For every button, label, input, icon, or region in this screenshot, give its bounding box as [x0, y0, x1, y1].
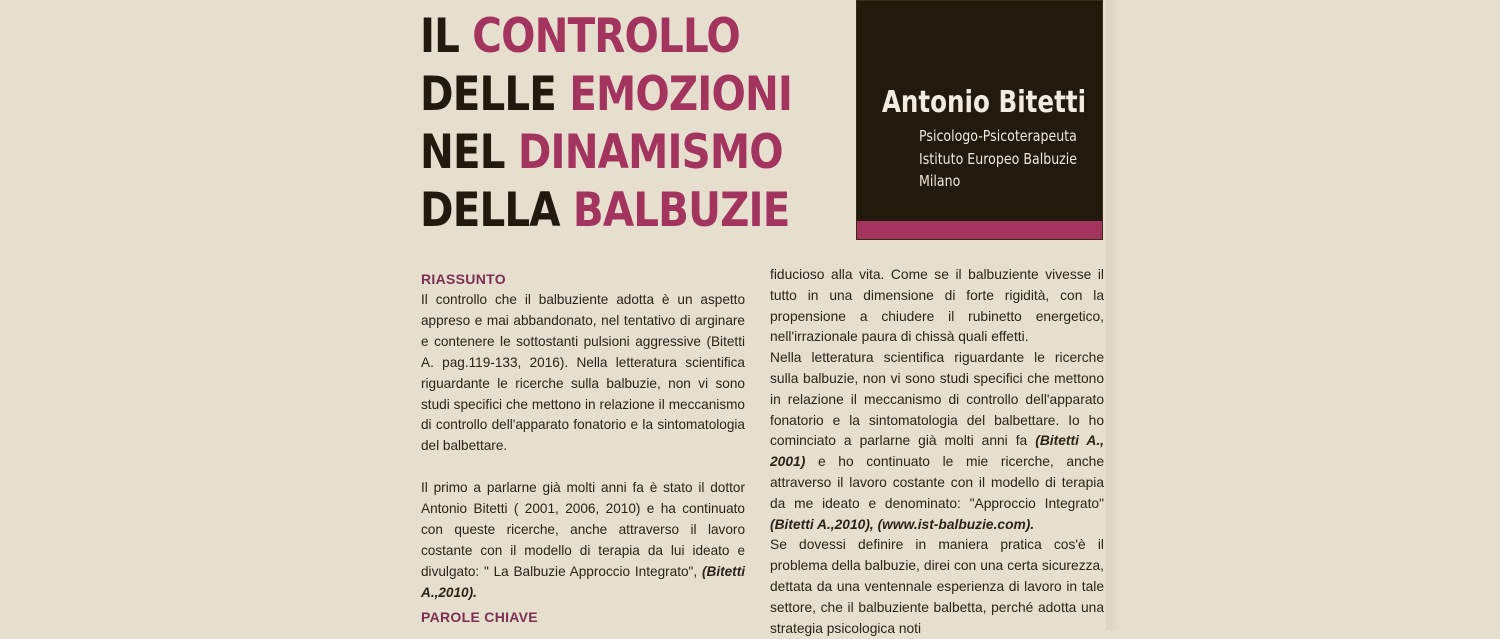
- author-city: Milano: [919, 172, 961, 190]
- author-details: [919, 125, 1077, 193]
- title-word: IL: [420, 9, 460, 64]
- riassunto-paragraph-2: [421, 478, 745, 603]
- right-paragraph-2: [770, 348, 1104, 535]
- author-institute: Istituto Europeo Balbuzie: [919, 149, 1078, 168]
- accent-bar: [857, 221, 1102, 239]
- title-accent-word: EMOZIONI: [569, 67, 793, 122]
- author-role: Psicologo-Psicoterapeuta: [919, 127, 1077, 145]
- citation-website: (Bitetti A.,2010), (www.ist-balbuzie.com).: [770, 516, 1035, 532]
- article-title: [420, 8, 793, 240]
- right-paragraph-2-text-b: e ho continuato le mie ricerche, anche attraverso il lavoro costante con il modello di terapia da me ideato e denominato: "Approccio Integrato": [770, 454, 1104, 511]
- title-word: DELLE: [420, 67, 556, 122]
- title-line-4: [420, 182, 790, 240]
- title-word: NEL: [420, 125, 505, 180]
- right-column: [770, 265, 1104, 639]
- title-accent-word: CONTROLLO: [472, 9, 740, 64]
- citation: (Bitetti A., 2001): [770, 433, 1104, 470]
- riassunto-paragraph-1: Il controllo che il balbuziente adotta è un aspetto appreso e mai abbandonato, nel tentativo di arginare e contenere le sottostanti pulsioni aggressive (Bitetti A. pag.119-133, 2016). Nella letteratura scientifica riguardante le ricerche sulla balbuzie, non vi sono studi specifici che mettono in relazione il meccanismo di controllo dell'apparato fonatorio e la sintomatologia del balbettare.: [421, 292, 745, 454]
- title-word: DELLA: [420, 183, 560, 238]
- right-paragraph-2-text-a: Nella letteratura scientifica riguardante le ricerche sulla balbuzie, non vi sono studi specifici che mettono in relazione il meccanismo di controllo dell'apparato fonatorio e la sintomatologia del balbettare. Io ho cominciato a parlarne già molti anni fa: [770, 350, 1104, 449]
- title-line-3: [420, 124, 781, 182]
- author-box: [856, 0, 1103, 240]
- riassunto-paragraph-2-text: Il primo a parlarne già molti anni fa è stato il dottor Antonio Bitetti ( 2001, 2006, 2010) e ha continuato con queste ricerche, anche attraverso il lavoro costante con il modello di terapia da lui ideato e divulgato: " La Balbuzie Approccio Integrato",: [421, 480, 745, 579]
- citation: (Bitetti A.,2010).: [421, 563, 746, 600]
- author-name: Antonio Bitetti: [881, 85, 1086, 120]
- title-accent-word: DINAMISMO: [517, 125, 783, 180]
- title-line-2: [420, 66, 793, 124]
- right-paragraph-3: Se dovessi definire in maniera pratica cos'è il problema della balbuzie, direi con una certa sicurezza, dettata da una ventennale esperienza di lavoro in tale settore, che il balbuziente balbetta, perché adotta una strategia psicologica noti: [770, 537, 1104, 636]
- title-accent-word: BALBUZIE: [572, 183, 790, 238]
- right-paragraph-1: fiducioso alla vita. Come se il balbuziente vivesse il tutto in una dimensione di forte rigidità, con la propensione a chiudere il rubinetto energetico, nell'irrazionale paura di chissà quali effetti.: [770, 267, 1104, 345]
- page-edge-shadow: [1106, 0, 1120, 630]
- riassunto-heading: RIASSUNTO: [421, 271, 506, 287]
- left-column: [421, 290, 745, 604]
- parole-chiave-heading: PAROLE CHIAVE: [421, 609, 538, 625]
- title-line-1: [420, 8, 781, 66]
